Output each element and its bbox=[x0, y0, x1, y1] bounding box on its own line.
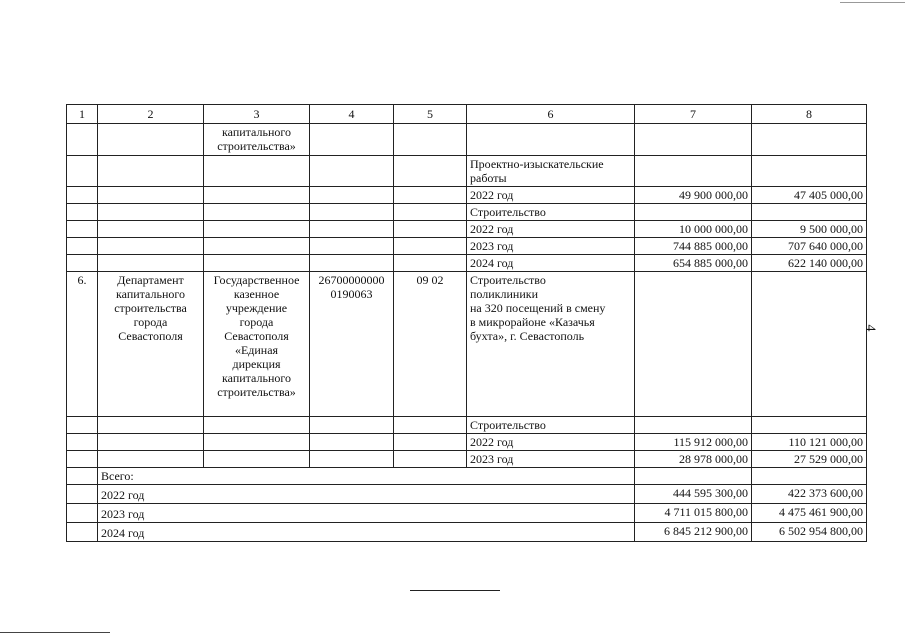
amount-cell: 707 640 000,00 bbox=[752, 238, 867, 255]
year-cell: 2024 год bbox=[467, 255, 635, 272]
amount-cell: 744 885 000,00 bbox=[635, 238, 752, 255]
scan-edge-mark bbox=[840, 2, 905, 3]
year-cell: 2024 год bbox=[98, 523, 635, 542]
table-row bbox=[67, 221, 867, 238]
amount-cell: 10 000 000,00 bbox=[635, 221, 752, 238]
table-row bbox=[67, 156, 867, 187]
project-description: Строительство поликлиники на 320 посещений в смену в микрорайоне «Казачья бухта», г. Севастополь bbox=[467, 272, 635, 417]
amount-cell: 6 845 212 900,00 bbox=[635, 523, 752, 542]
header-row bbox=[67, 105, 867, 124]
scan-edge-mark bbox=[0, 632, 110, 633]
amount-cell: 654 885 000,00 bbox=[635, 255, 752, 272]
totals-row bbox=[67, 485, 867, 504]
year-cell: 2022 год bbox=[467, 221, 635, 238]
amount-cell: 27 529 000,00 bbox=[752, 451, 867, 468]
col-header: 2 bbox=[98, 105, 204, 124]
department-cell: Департамент капитального строительства города Севастополя bbox=[98, 272, 204, 417]
col-header: 7 bbox=[635, 105, 752, 124]
year-cell: 2023 год bbox=[467, 238, 635, 255]
amount-cell: 49 900 000,00 bbox=[635, 187, 752, 204]
year-cell: 2022 год bbox=[98, 485, 635, 504]
amount-cell: 110 121 000,00 bbox=[752, 434, 867, 451]
amount-cell: 28 978 000,00 bbox=[635, 451, 752, 468]
col-header: 3 bbox=[204, 105, 310, 124]
footer-divider bbox=[410, 590, 500, 591]
table-row bbox=[67, 272, 867, 417]
totals-label: Всего: bbox=[98, 468, 635, 485]
totals-row bbox=[67, 504, 867, 523]
table-row bbox=[67, 434, 867, 451]
amount-cell: 422 373 600,00 bbox=[752, 485, 867, 504]
amount-cell: 622 140 000,00 bbox=[752, 255, 867, 272]
table-row bbox=[67, 124, 867, 156]
institution-cell: Государственное казенное учреждение города Севастополя «Единая дирекция капитального строительства» bbox=[204, 272, 310, 417]
year-cell: 2022 год bbox=[467, 434, 635, 451]
amount-cell: 444 595 300,00 bbox=[635, 485, 752, 504]
table-row bbox=[67, 204, 867, 221]
amount-cell: 6 502 954 800,00 bbox=[752, 523, 867, 542]
item-number: 6. bbox=[67, 272, 98, 417]
institution-cell: капитального строительства» bbox=[204, 124, 310, 156]
col-header: 8 bbox=[752, 105, 867, 124]
amount-cell: 47 405 000,00 bbox=[752, 187, 867, 204]
section-cell: 09 02 bbox=[394, 272, 467, 417]
table-row bbox=[67, 255, 867, 272]
table-row bbox=[67, 417, 867, 434]
work-type-cell: Проектно-изыскательские работы bbox=[467, 156, 635, 187]
col-header: 4 bbox=[310, 105, 394, 124]
col-header: 1 bbox=[67, 105, 98, 124]
year-cell: 2023 год bbox=[98, 504, 635, 523]
work-type-cell: Строительство bbox=[467, 204, 635, 221]
col-header: 6 bbox=[467, 105, 635, 124]
page-number: 4 bbox=[862, 324, 878, 332]
code-cell: 26700000000 0190063 bbox=[310, 272, 394, 417]
totals-row bbox=[67, 523, 867, 542]
totals-header-row bbox=[67, 468, 867, 485]
table-row bbox=[67, 238, 867, 255]
year-cell: 2023 год bbox=[467, 451, 635, 468]
budget-table bbox=[66, 104, 867, 542]
work-type-cell: Строительство bbox=[467, 417, 635, 434]
table-row bbox=[67, 451, 867, 468]
amount-cell: 4 711 015 800,00 bbox=[635, 504, 752, 523]
year-cell: 2022 год bbox=[467, 187, 635, 204]
amount-cell: 4 475 461 900,00 bbox=[752, 504, 867, 523]
amount-cell: 115 912 000,00 bbox=[635, 434, 752, 451]
col-header: 5 bbox=[394, 105, 467, 124]
amount-cell: 9 500 000,00 bbox=[752, 221, 867, 238]
table-row bbox=[67, 187, 867, 204]
